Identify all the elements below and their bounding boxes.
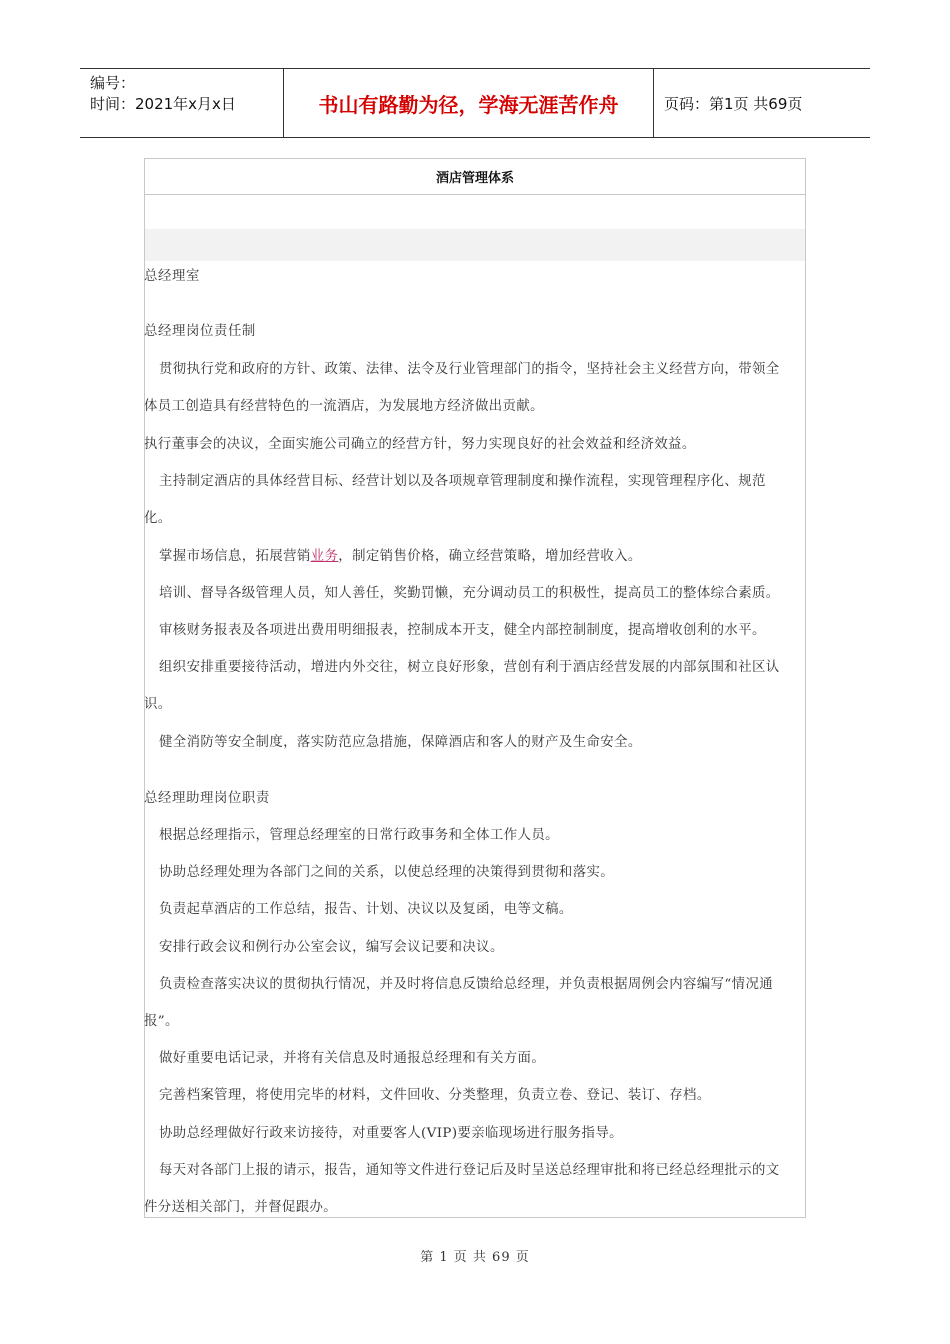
paragraph-line: 识。 [144,697,172,712]
paragraph-text: ，制定销售价格，确立经营策略，增加经营收入。 [338,549,642,564]
paragraph-text: 掌握市场信息，拓展营销 [159,549,311,564]
paragraph-line [144,545,804,564]
paragraph-line: 体员工创造具有经营特色的一流酒店，为发展地方经济做出贡献。 [144,399,544,414]
paragraph-line: 组织安排重要接待活动，增进内外交往，树立良好形象，营创有利于酒店经营发展的内部氛围和社区认 [159,660,780,675]
header-date: 时间：2021年x月x日 [90,95,236,113]
header-motto: 书山有路勤为径，学海无涯苦作舟 [283,69,654,137]
header-number: 编号： [90,74,136,92]
section-heading: 总经理助理岗位职责 [144,791,270,806]
paragraph-line: 安排行政会议和例行办公室会议，编写会议记要和决议。 [159,940,504,955]
document-title: 酒店管理体系 [145,159,805,195]
paragraph-line: 报”。 [144,1014,179,1029]
paragraph-line: 根据总经理指示，管理总经理室的日常行政事务和全体工作人员。 [159,828,559,843]
paragraph-line: 化。 [144,511,172,526]
paragraph-line: 协助总经理做好行政来访接待，对重要客人(VIP)要亲临现场进行服务指导。 [159,1126,623,1141]
page-header [80,68,870,138]
paragraph-line: 贯彻执行党和政府的方针、政策、法律、法令及行业管理部门的指令，坚持社会主义经营方向，带领全 [159,362,780,377]
section-heading: 总经理室 [144,269,200,284]
paragraph-line: 件分送相关部门，并督促跟办。 [144,1200,338,1215]
paragraph-line: 完善档案管理，将使用完毕的材料，文件回收、分类整理，负责立卷、登记、装订、存档。 [159,1088,711,1103]
section-heading: 总经理岗位责任制 [144,324,256,339]
paragraph-line: 每天对各部门上报的请示，报告，通知等文件进行登记后及时呈送总经理审批和将已经总经理批示的文 [159,1163,780,1178]
paragraph-line: 做好重要电话记录，并将有关信息及时通报总经理和有关方面。 [159,1051,546,1066]
paragraph-line: 协助总经理处理为各部门之间的关系，以使总经理的决策得到贯彻和落实。 [159,865,615,880]
paragraph-line: 培训、督导各级管理人员，知人善任，奖勤罚懒，充分调动员工的积极性，提高员工的整体综合素质。 [159,586,780,601]
paragraph-line: 主持制定酒店的具体经营目标、经营计划以及各项规章管理制度和操作流程，实现管理程序化、规范 [159,474,766,489]
paragraph-line: 执行董事会的决议，全面实施公司确立的经营方针，努力实现良好的社会效益和经济效益。 [144,437,696,452]
business-link[interactable]: 业务 [310,549,339,564]
page-footer: 第 1 页 共 69 页 [420,1250,530,1265]
header-page-code: 页码：第1页 共69页 [664,94,803,113]
header-meta [80,69,283,137]
paragraph-line: 负责检查落实决议的贯彻执行情况，并及时将信息反馈给总经理，并负责根据周例会内容编写“情况通 [159,977,774,992]
paragraph-line: 审核财务报表及各项进出费用明细报表，控制成本开支，健全内部控制制度，提高增收创利的水平。 [159,623,766,638]
paragraph-line: 健全消防等安全制度，落实防范应急措施，保障酒店和客人的财产及生命安全。 [159,735,642,750]
paragraph-line: 负责起草酒店的工作总结，报告、计划、决议以及复函，电等文稿。 [159,902,573,917]
blank-shaded-row [145,229,805,261]
